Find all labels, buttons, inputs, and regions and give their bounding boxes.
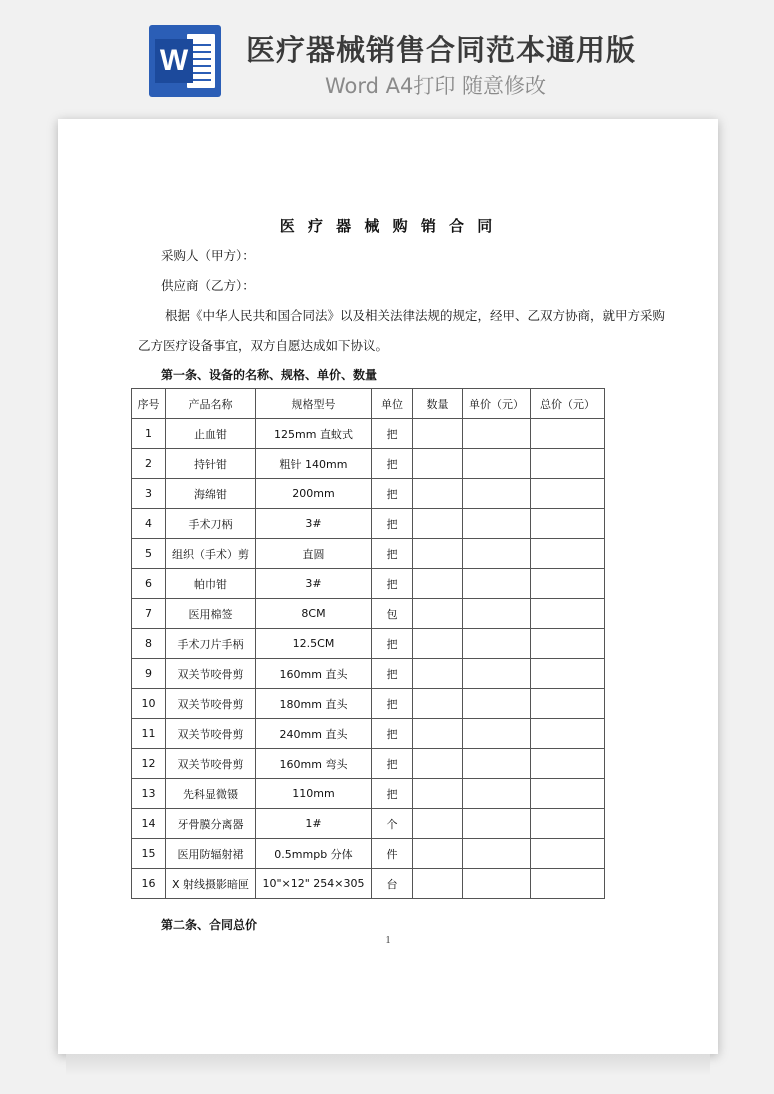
cell-index: 12 xyxy=(132,749,166,779)
table-row xyxy=(132,779,605,809)
cell-product-name: 双关节咬骨剪 xyxy=(166,689,256,719)
cell-product-name: 帕巾钳 xyxy=(166,569,256,599)
cell-unit-price xyxy=(463,449,531,479)
cell-spec: 3# xyxy=(256,569,372,599)
cell-total-price xyxy=(531,809,605,839)
cell-spec: 0.5mmpb 分体 xyxy=(256,839,372,869)
header-index: 序号 xyxy=(132,389,166,419)
table-row xyxy=(132,749,605,779)
cell-total-price xyxy=(531,419,605,449)
cell-product-name: 手术刀片手柄 xyxy=(166,629,256,659)
table-row xyxy=(132,449,605,479)
cell-unit: 把 xyxy=(372,479,413,509)
cell-total-price xyxy=(531,779,605,809)
cell-quantity xyxy=(413,839,463,869)
intro-paragraph-line-1: 根据《中华人民共和国合同法》以及相关法律法规的规定，经甲、乙双方协商，就甲方采购 xyxy=(165,308,666,323)
cell-spec: 12.5CM xyxy=(256,629,372,659)
cell-total-price xyxy=(531,569,605,599)
table-row xyxy=(132,809,605,839)
cell-index: 13 xyxy=(132,779,166,809)
cell-unit: 件 xyxy=(372,839,413,869)
cell-total-price xyxy=(531,869,605,899)
table-row xyxy=(132,569,605,599)
word-icon-letter: W xyxy=(155,39,193,83)
cell-product-name: 双关节咬骨剪 xyxy=(166,719,256,749)
cell-product-name: 持针钳 xyxy=(166,449,256,479)
cell-product-name: 手术刀柄 xyxy=(166,509,256,539)
cell-quantity xyxy=(413,749,463,779)
cell-total-price xyxy=(531,629,605,659)
cell-quantity xyxy=(413,809,463,839)
section-1-heading: 第一条、设备的名称、规格、单价、数量 xyxy=(161,368,378,382)
contract-title: 医 疗 器 械 购 销 合 同 xyxy=(279,217,497,235)
cell-unit: 把 xyxy=(372,779,413,809)
cell-spec: 160mm 直头 xyxy=(256,659,372,689)
cell-spec: 10"×12" 254×305 xyxy=(256,869,372,899)
cell-quantity xyxy=(413,659,463,689)
cell-unit-price xyxy=(463,539,531,569)
cell-unit: 把 xyxy=(372,719,413,749)
cell-quantity xyxy=(413,629,463,659)
section-2-heading: 第二条、合同总价 xyxy=(161,918,258,932)
cell-index: 1 xyxy=(132,419,166,449)
cell-quantity xyxy=(413,869,463,899)
cell-unit: 把 xyxy=(372,509,413,539)
header-total-price: 总价（元） xyxy=(531,389,605,419)
cell-unit: 包 xyxy=(372,599,413,629)
header-unit-price: 单价（元） xyxy=(463,389,531,419)
cell-index: 6 xyxy=(132,569,166,599)
cell-spec: 240mm 直头 xyxy=(256,719,372,749)
cell-quantity xyxy=(413,719,463,749)
cell-quantity xyxy=(413,569,463,599)
cell-spec: 8CM xyxy=(256,599,372,629)
cell-product-name: 双关节咬骨剪 xyxy=(166,659,256,689)
cell-index: 3 xyxy=(132,479,166,509)
buyer-line: 采购人（甲方）： xyxy=(161,248,255,263)
cell-unit: 台 xyxy=(372,869,413,899)
cell-product-name: 先科显微镊 xyxy=(166,779,256,809)
cell-total-price xyxy=(531,839,605,869)
cell-index: 5 xyxy=(132,539,166,569)
cell-index: 10 xyxy=(132,689,166,719)
cell-unit-price xyxy=(463,659,531,689)
cell-unit: 把 xyxy=(372,629,413,659)
cell-quantity xyxy=(413,419,463,449)
cell-spec: 200mm xyxy=(256,479,372,509)
cell-spec: 125mm 直蚊式 xyxy=(256,419,372,449)
template-subtitle: Word A4打印 随意修改 xyxy=(325,74,547,98)
cell-quantity xyxy=(413,599,463,629)
cell-total-price xyxy=(531,749,605,779)
cell-unit: 把 xyxy=(372,659,413,689)
cell-unit-price xyxy=(463,509,531,539)
table-row xyxy=(132,839,605,869)
cell-unit-price xyxy=(463,629,531,659)
cell-product-name: 医用棉签 xyxy=(166,599,256,629)
cell-index: 2 xyxy=(132,449,166,479)
header-unit: 单位 xyxy=(372,389,413,419)
header-spec: 规格型号 xyxy=(256,389,372,419)
cell-index: 16 xyxy=(132,869,166,899)
cell-index: 7 xyxy=(132,599,166,629)
cell-unit-price xyxy=(463,749,531,779)
table-row xyxy=(132,689,605,719)
table-row xyxy=(132,539,605,569)
cell-total-price xyxy=(531,689,605,719)
cell-total-price xyxy=(531,719,605,749)
cell-spec: 180mm 直头 xyxy=(256,689,372,719)
cell-index: 15 xyxy=(132,839,166,869)
cell-index: 4 xyxy=(132,509,166,539)
cell-unit-price xyxy=(463,599,531,629)
cell-unit: 个 xyxy=(372,809,413,839)
cell-index: 14 xyxy=(132,809,166,839)
cell-index: 9 xyxy=(132,659,166,689)
intro-paragraph-line-2: 乙方医疗设备事宜，双方自愿达成如下协议。 xyxy=(138,338,389,353)
page-shadow xyxy=(66,1054,710,1076)
page-number: 1 xyxy=(385,935,391,946)
cell-product-name: X 射线摄影暗匣 xyxy=(166,869,256,899)
table-row xyxy=(132,479,605,509)
table-row xyxy=(132,719,605,749)
cell-quantity xyxy=(413,689,463,719)
cell-spec: 1# xyxy=(256,809,372,839)
cell-total-price xyxy=(531,449,605,479)
equipment-table xyxy=(131,388,605,899)
cell-unit-price xyxy=(463,779,531,809)
cell-product-name: 组织（手术）剪 xyxy=(166,539,256,569)
cell-unit-price xyxy=(463,419,531,449)
template-title: 医疗器械销售合同范本通用版 xyxy=(246,33,637,67)
cell-product-name: 牙骨膜分离器 xyxy=(166,809,256,839)
supplier-line: 供应商（乙方）： xyxy=(161,278,255,293)
cell-spec: 110mm xyxy=(256,779,372,809)
document-page xyxy=(58,119,718,1054)
cell-product-name: 止血钳 xyxy=(166,419,256,449)
preview-banner xyxy=(0,0,774,118)
cell-unit-price xyxy=(463,569,531,599)
cell-total-price xyxy=(531,479,605,509)
cell-quantity xyxy=(413,509,463,539)
table-row xyxy=(132,629,605,659)
cell-spec: 160mm 弯头 xyxy=(256,749,372,779)
header-quantity: 数量 xyxy=(413,389,463,419)
cell-quantity xyxy=(413,449,463,479)
cell-unit: 把 xyxy=(372,689,413,719)
cell-unit-price xyxy=(463,479,531,509)
cell-unit: 把 xyxy=(372,419,413,449)
table-row xyxy=(132,869,605,899)
table-row xyxy=(132,509,605,539)
cell-product-name: 海绵钳 xyxy=(166,479,256,509)
cell-total-price xyxy=(531,539,605,569)
cell-unit-price xyxy=(463,809,531,839)
cell-spec: 3# xyxy=(256,509,372,539)
cell-unit-price xyxy=(463,719,531,749)
cell-product-name: 双关节咬骨剪 xyxy=(166,749,256,779)
table-header-row xyxy=(132,389,605,419)
cell-total-price xyxy=(531,509,605,539)
cell-quantity xyxy=(413,539,463,569)
header-product-name: 产品名称 xyxy=(166,389,256,419)
cell-unit: 把 xyxy=(372,749,413,779)
table-row xyxy=(132,599,605,629)
cell-unit-price xyxy=(463,689,531,719)
cell-total-price xyxy=(531,659,605,689)
word-document-icon xyxy=(149,25,221,97)
cell-index: 8 xyxy=(132,629,166,659)
cell-unit: 把 xyxy=(372,539,413,569)
cell-spec: 粗针 140mm xyxy=(256,449,372,479)
cell-quantity xyxy=(413,479,463,509)
table-row xyxy=(132,419,605,449)
cell-product-name: 医用防辐射裙 xyxy=(166,839,256,869)
cell-spec: 直圆 xyxy=(256,539,372,569)
cell-unit: 把 xyxy=(372,449,413,479)
cell-index: 11 xyxy=(132,719,166,749)
cell-unit-price xyxy=(463,869,531,899)
cell-unit-price xyxy=(463,839,531,869)
cell-total-price xyxy=(531,599,605,629)
table-row xyxy=(132,659,605,689)
cell-quantity xyxy=(413,779,463,809)
cell-unit: 把 xyxy=(372,569,413,599)
